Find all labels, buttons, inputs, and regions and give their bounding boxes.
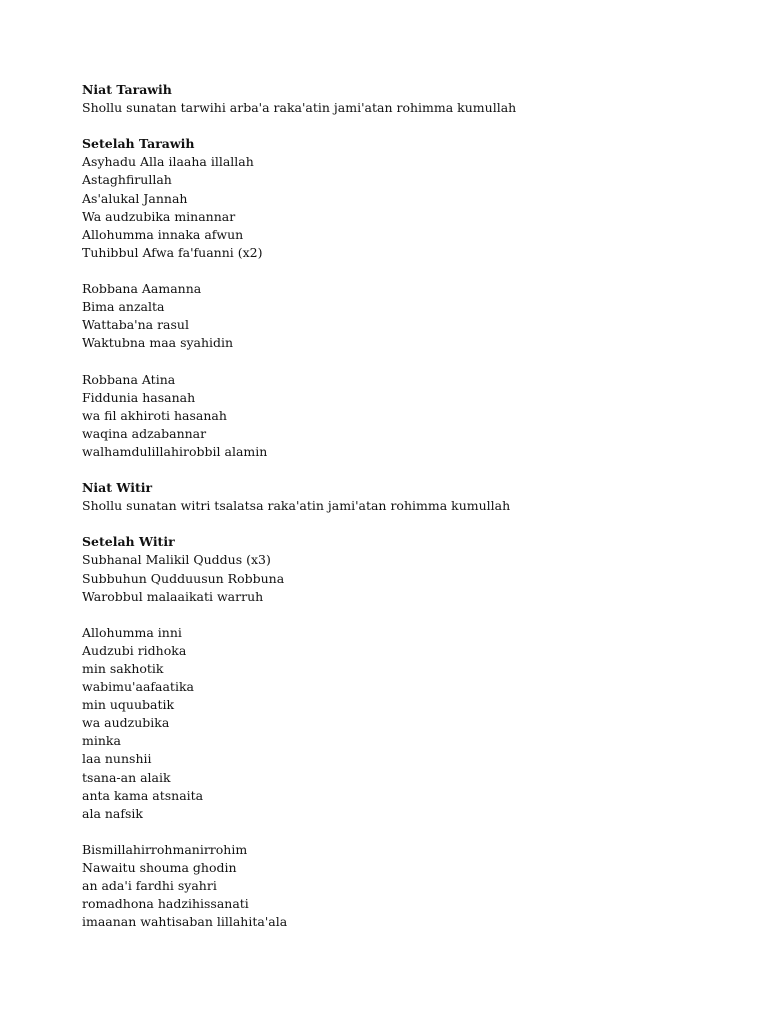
text-line: Bima anzalta	[82, 299, 165, 315]
text-line: Waktubna maa syahidin	[82, 335, 234, 351]
text-line: romadhona hadzihissanati	[82, 896, 249, 912]
text-line: Wa audzubika minannar	[82, 208, 236, 224]
section-niat-tarawih	[82, 81, 722, 117]
section-bismillah	[82, 841, 722, 931]
section-heading: Niat Tarawih	[82, 82, 172, 97]
blank-line	[82, 262, 722, 280]
text-line: Subhanal Malikil Quddus (x3)	[82, 552, 271, 568]
text-line: Audzubi ridhoka	[82, 642, 187, 658]
text-line: min uquubatik	[82, 697, 175, 713]
text-line: waqina adzabannar	[82, 425, 207, 441]
text-line: Asyhadu Alla ilaaha illallah	[82, 154, 254, 170]
document-page	[82, 81, 722, 931]
blank-line	[82, 606, 722, 624]
section-robbana-aamanna	[82, 280, 722, 352]
blank-line	[82, 515, 722, 533]
text-line: Fiddunia hasanah	[82, 389, 196, 405]
text-line: wa fil akhiroti hasanah	[82, 407, 227, 423]
text-line: Allohumma innaka afwun	[82, 226, 244, 242]
text-line: Bismillahirrohmanirrohim	[82, 841, 248, 857]
text-line: Shollu sunatan witri tsalatsa raka'atin jami'atan rohimma kumullah	[82, 498, 511, 514]
text-line: As'alukal Jannah	[82, 190, 188, 206]
text-line: wabimu'aafaatika	[82, 679, 194, 695]
text-line: Wattaba'na rasul	[82, 317, 189, 333]
section-niat-witir	[82, 479, 722, 515]
section-robbana-atina	[82, 371, 722, 461]
section-heading: Setelah Tarawih	[82, 136, 195, 152]
section-setelah-witir	[82, 533, 722, 605]
text-line: walhamdulillahirobbil alamin	[82, 443, 268, 459]
blank-line	[82, 461, 722, 479]
text-line: Warobbul malaaikati warruh	[82, 588, 264, 604]
text-line: ala nafsik	[82, 805, 143, 821]
text-line: Tuhibbul Afwa fa'fuanni (x2)	[82, 244, 263, 260]
text-line: Allohumma inni	[82, 624, 182, 640]
section-setelah-tarawih	[82, 135, 722, 262]
blank-line	[82, 117, 722, 135]
text-line: minka	[82, 733, 121, 749]
text-line: min sakhotik	[82, 661, 164, 676]
text-line: Shollu sunatan tarwihi arba'a raka'atin jami'atan rohimma kumullah	[82, 100, 517, 116]
text-line: anta kama atsnaita	[82, 787, 204, 803]
text-line: an ada'i fardhi syahri	[82, 878, 217, 894]
section-heading: Setelah Witir	[82, 534, 175, 550]
text-line: imaanan wahtisaban lillahita'ala	[82, 914, 288, 930]
blank-line	[82, 823, 722, 841]
text-line: wa audzubika	[82, 715, 170, 731]
section-allohumma-inni	[82, 624, 722, 823]
text-line: Robbana Atina	[82, 371, 176, 387]
section-heading: Niat Witir	[82, 480, 153, 496]
text-line: Subbuhun Qudduusun Robbuna	[82, 570, 285, 586]
text-line: Nawaitu shouma ghodin	[82, 860, 237, 876]
text-line: Astaghfirullah	[82, 172, 172, 188]
text-line: laa nunshii	[82, 751, 152, 767]
text-line: Robbana Aamanna	[82, 281, 202, 297]
text-line: tsana-an alaik	[82, 769, 171, 785]
blank-line	[82, 352, 722, 370]
